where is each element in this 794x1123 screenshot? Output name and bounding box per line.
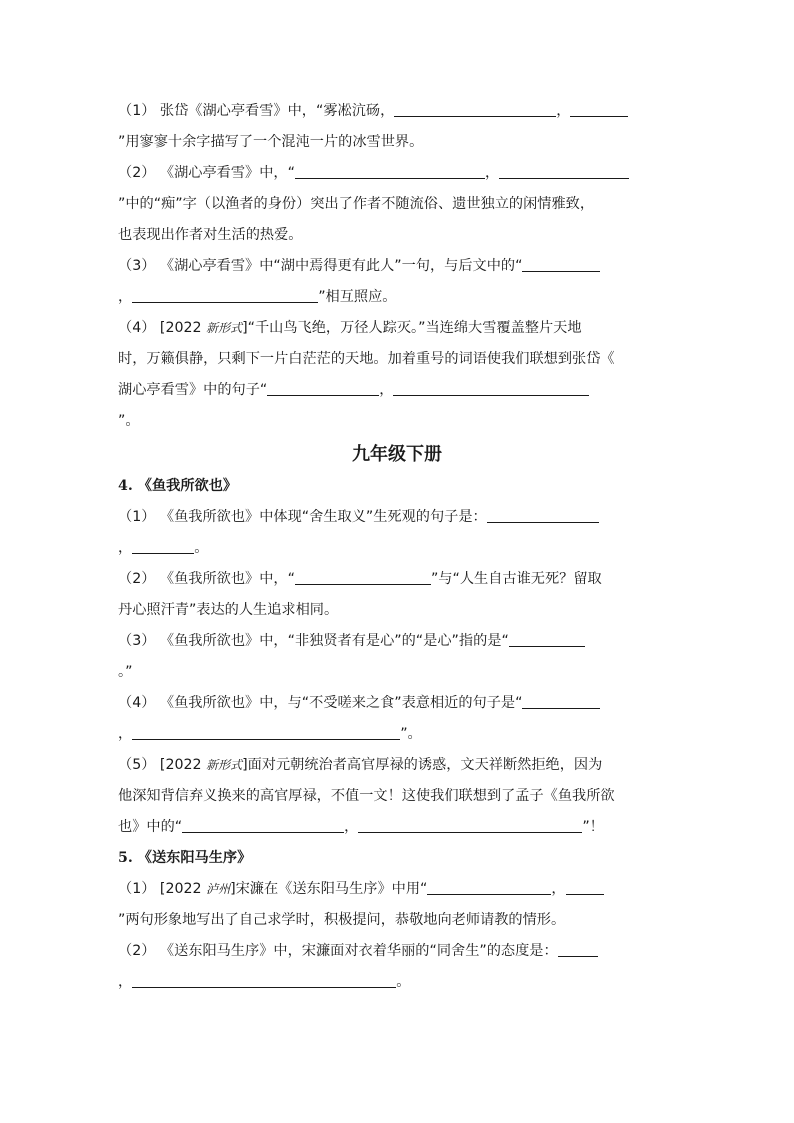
question-line [118, 662, 678, 682]
answer-blank[interactable] [499, 163, 629, 179]
answer-blank[interactable] [522, 693, 600, 709]
text-run: ”用寥寥十余字描写了一个混沌一片的冰雪世界。 [118, 134, 424, 150]
question-line [118, 163, 678, 183]
answer-blank[interactable] [267, 380, 379, 396]
text-run: ”相互照应。 [318, 289, 397, 305]
text-run: （1） 张岱《湖心亭看雪》中，“雾凇沆砀， [118, 103, 395, 119]
source-tag: 新形式 [206, 758, 243, 772]
question-line [118, 287, 678, 307]
answer-blank[interactable] [394, 101, 556, 117]
question-line [118, 318, 678, 338]
text-run: （2） 《送东阳马生序》中，宋濂面对衣着华丽的“同舍生”的态度是： [118, 943, 558, 959]
question-line [118, 817, 678, 837]
answer-blank[interactable] [132, 538, 194, 554]
text-run: （5） [2022 [118, 757, 207, 773]
text-run: ， [118, 289, 133, 305]
text-run: 。” [118, 664, 133, 680]
answer-blank[interactable] [487, 507, 599, 523]
text-run: ”。 [400, 726, 422, 742]
question-line [118, 941, 678, 961]
question-line [118, 631, 678, 651]
text-run: ”！ [582, 819, 604, 835]
question-line [118, 569, 678, 589]
answer-blank[interactable] [522, 256, 600, 272]
question-line [118, 256, 678, 276]
answer-blank[interactable] [558, 941, 598, 957]
question-line [118, 910, 678, 930]
text-run: （1） 《鱼我所欲也》中体现“舍生取义”生死观的句子是： [118, 509, 487, 525]
text-run: 。 [194, 540, 209, 556]
text-run: 他深知背信弃义换来的高官厚禄，不值一文！这使我们联想到了孟子《鱼我所欲 [118, 788, 615, 804]
answer-blank[interactable] [295, 569, 431, 585]
question-line [118, 600, 678, 620]
text-run: （3） 《鱼我所欲也》中，“非独贤者有是心”的“是心”指的是“ [118, 633, 509, 649]
question-line [118, 194, 678, 214]
question-line [118, 411, 678, 431]
lesson-title: 5. 《送东阳马生序》 [118, 850, 252, 866]
text-run: （4） 《鱼我所欲也》中，与“不受嗟来之食”表意相近的句子是“ [118, 695, 523, 711]
text-run: ， [551, 881, 566, 897]
text-run: ， [118, 540, 133, 556]
source-tag: 泸州 [206, 882, 231, 896]
question-line [118, 132, 678, 152]
text-run: 丹心照汗青”表达的人生追求相同。 [118, 602, 339, 618]
answer-blank[interactable] [509, 631, 585, 647]
text-run: ”与“人生自古谁无死？留取 [430, 571, 602, 587]
section-heading: 九年级下册 [352, 444, 442, 465]
text-run: ”。 [118, 413, 140, 429]
question-line [118, 101, 678, 121]
answer-blank[interactable] [132, 972, 396, 988]
answer-blank[interactable] [393, 380, 589, 396]
question-line [118, 693, 678, 713]
text-run: ]“千山鸟飞绝，万径人踪灭。”当连绵大雪覆盖整片天地 [242, 320, 582, 336]
text-run: （2） 《鱼我所欲也》中，“ [118, 571, 295, 587]
answer-blank[interactable] [427, 879, 551, 895]
question-line [118, 507, 678, 527]
text-run: 。 [396, 974, 411, 990]
answer-blank[interactable] [295, 163, 485, 179]
text-run: ， [118, 974, 133, 990]
question-line [118, 724, 678, 744]
text-run: 湖心亭看雪》中的句子“ [118, 382, 268, 398]
answer-blank[interactable] [182, 817, 344, 833]
answer-blank[interactable] [132, 724, 400, 740]
text-run: （1） [2022 [118, 881, 207, 897]
text-run: 也表现出作者对生活的热爱。 [118, 227, 303, 243]
text-run: ， [556, 103, 571, 119]
answer-blank[interactable] [570, 101, 628, 117]
source-tag: 新形式 [206, 321, 243, 335]
question-line [118, 380, 678, 400]
text-run: 时，万籁俱静，只剩下一片白茫茫的天地。加着重号的词语使我们联想到张岱《 [118, 351, 615, 367]
question-line [118, 225, 678, 245]
answer-blank[interactable] [566, 879, 604, 895]
question-line [118, 786, 678, 806]
question-line [118, 972, 678, 992]
answer-blank[interactable] [132, 287, 318, 303]
text-run: （4） [2022 [118, 320, 207, 336]
text-run: ”中的“痴”字（以渔者的身份）突出了作者不随流俗、遗世独立的闲情雅致， [118, 196, 595, 212]
question-line [118, 879, 678, 899]
question-line [118, 349, 678, 369]
text-run: ”两句形象地写出了自己求学时，积极提问，恭敬地向老师请教的情形。 [118, 912, 566, 928]
answer-blank[interactable] [358, 817, 582, 833]
question-line [118, 538, 678, 558]
text-run: （2） 《湖心亭看雪》中，“ [118, 165, 295, 181]
lesson-title: 4. 《鱼我所欲也》 [118, 478, 238, 494]
text-run: ， [484, 165, 500, 181]
text-run: ]面对元朝统治者高官厚禄的诱惑，文天祥断然拒绝，因为 [242, 757, 603, 773]
text-run: （3） 《湖心亭看雪》中“湖中焉得更有此人”一句，与后文中的“ [118, 258, 523, 274]
text-run: ， [344, 819, 359, 835]
text-run: 也》中的“ [118, 819, 183, 835]
text-run: ， [379, 382, 394, 398]
question-line [118, 755, 678, 775]
text-run: ]宋濂在《送东阳马生序》中用“ [230, 881, 428, 897]
text-run: ， [118, 726, 133, 742]
